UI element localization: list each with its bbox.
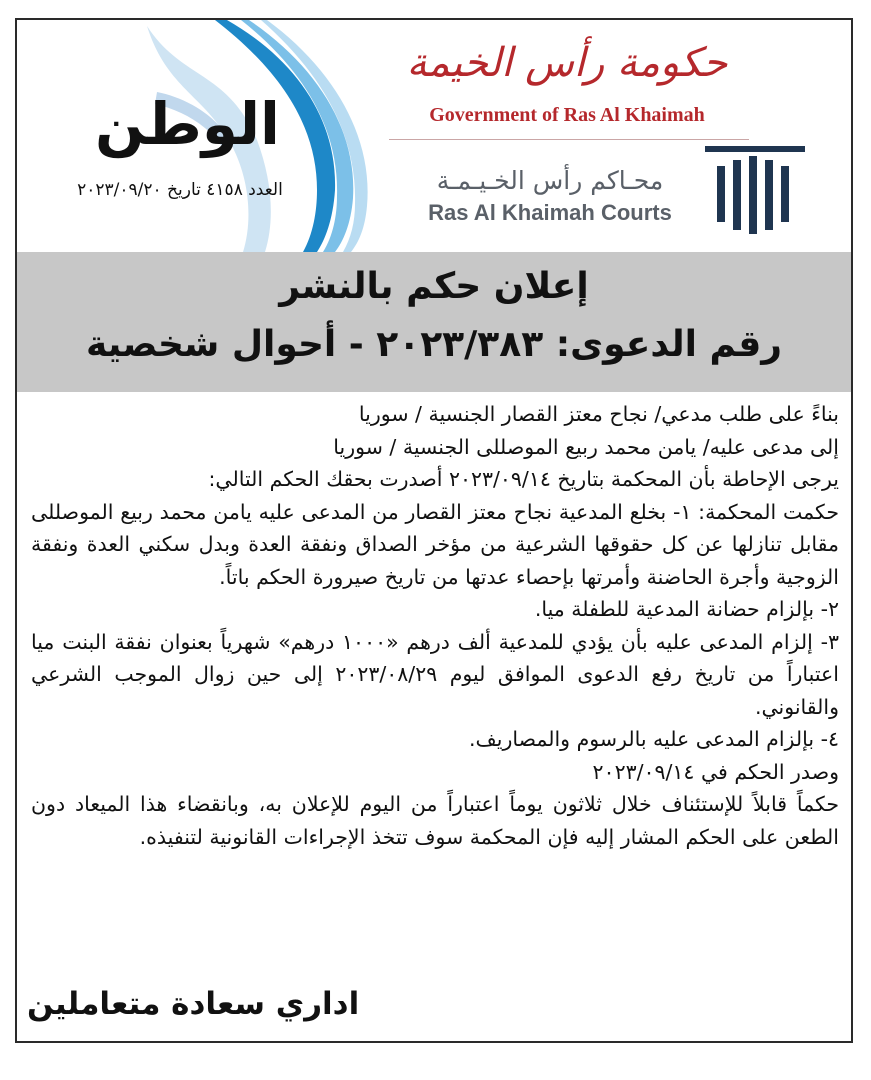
ruling-item-1: حكمت المحكمة: ١- بخلع المدعية نجاح معتز القصار من المدعى عليه يامن محمد ربيع الموصللى مقابل تنازلها عن كل حقوقها الشرعية من مؤخر الصداق ونفقة العدة وبدل سكني العدة ونفقة الزوجية وأجرة الحاضنة وأمرتها بإحصاء عدتها من تاريخ صيرورة الحكم باتاً.	[31, 499, 839, 589]
courts-name-english: Ras Al Khaimah Courts	[428, 200, 672, 225]
appeal-notice: حكماً قابلاً للإستئناف خلال ثلاثون يوماً اعتباراً من اليوم للإعلان به، وبانقضاء هذا الميعاد دون الطعن على الحكم المشار إليه فإن المحكمة سوف تتخذ الإجراءات القانونية لتنفيذه.	[31, 792, 839, 849]
announcement-body	[31, 398, 839, 853]
government-name-english: Government of Ras Al Khaimah	[429, 104, 705, 126]
title-banner	[17, 252, 851, 392]
government-name-arabic: حكومة رأس الخيمة	[406, 40, 728, 86]
ruling-item-4: ٤- بإلزام المدعى عليه بالرسوم والمصاريف.	[469, 727, 839, 751]
defendant-line: إلى مدعى عليه/ يامن محمد ربيع الموصللى الجنسية / سوريا	[333, 434, 839, 459]
ruling-item-3: ٣- إلزام المدعى عليه بأن يؤدي للمدعية ألف درهم «١٠٠٠ درهم» شهرياً بعنوان نفقة البنت ميا اعتباراً من تاريخ رفع الدعوى الموافق ليوم ٢٠٢٣/٠٨/٢٩ إلى حين زوال الموجب الشرعي والقانوني.	[31, 629, 839, 719]
ruling-date-line: وصدر الحكم في ٢٠٢٣/٠٩/١٤	[592, 759, 839, 784]
plaintiff-line: بناءً على طلب مدعي/ نجاح معتز القصار الجنسية / سوريا	[358, 402, 839, 426]
notice-line: يرجى الإحاطة بأن المحكمة بتاريخ ٢٠٢٣/٠٩/١٤ أصدرت بحقك الحكم التالي:	[208, 467, 839, 491]
issue-line: العدد ٤١٥٨ تاريخ ٢٠٢٣/٠٩/٢٠	[77, 180, 283, 200]
courts-pillars-icon	[703, 144, 807, 236]
courts-name-arabic: محـاكم رأس الخـيـمـة	[436, 166, 664, 195]
announcement-title: إعلان حكم بالنشر	[279, 266, 589, 307]
newspaper-name: الوطن	[95, 90, 280, 158]
government-divider	[389, 139, 749, 140]
case-number-line: رقم الدعوى: ٢٠٢٣/٣٨٣ - أحوال شخصية	[85, 324, 783, 365]
signature: اداري سعادة متعاملين	[27, 986, 360, 1022]
announcement-frame	[15, 18, 853, 1043]
ruling-item-2: ٢- بإلزام حضانة المدعية للطفلة ميا.	[534, 597, 839, 621]
header	[17, 20, 851, 252]
